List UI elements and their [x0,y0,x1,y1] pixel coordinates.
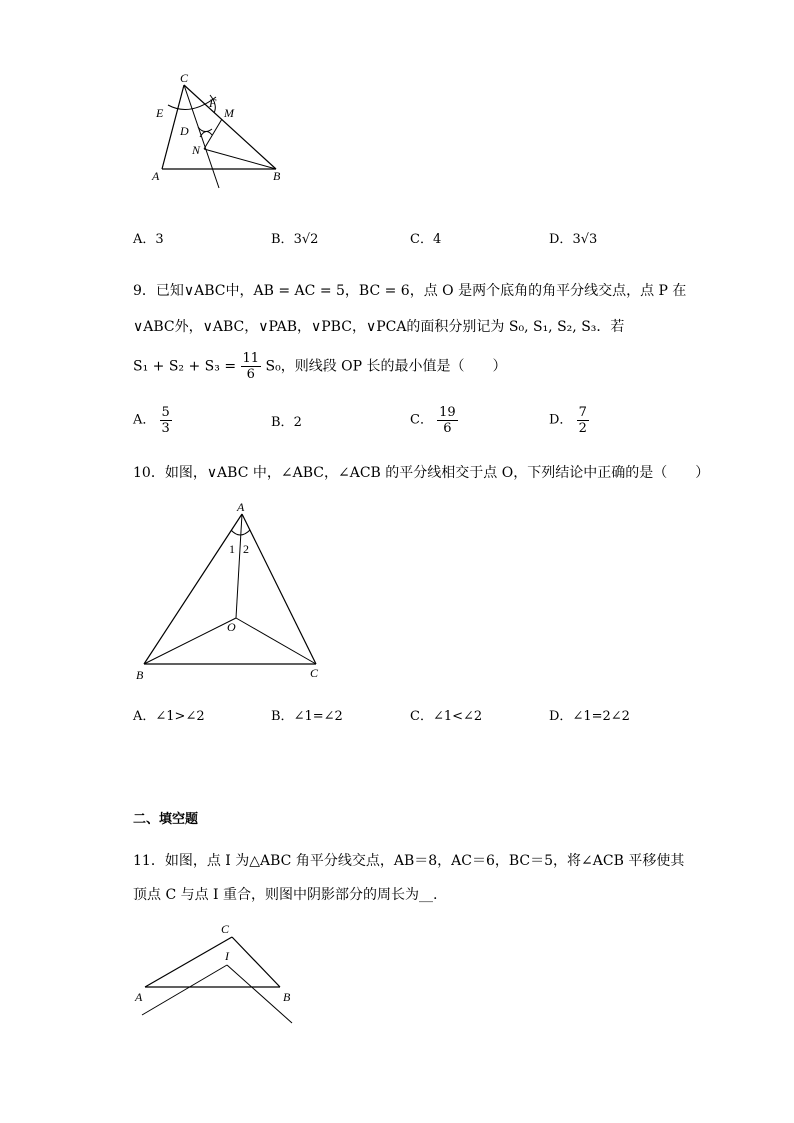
q11-label-a: A [135,990,143,1004]
q8-label-b: B [273,169,281,183]
q9-equation-left: S₁ + S₂ + S₃ = [133,358,237,375]
q8-option-c[interactable]: C．4 [410,232,442,247]
q8-label-e: E [156,106,164,120]
q8-label-f: F [209,96,217,110]
q10-figure [130,500,330,685]
q9-option-a[interactable]: A． $\frac{5}{3}$ [133,405,170,436]
q10-diagram [130,500,330,685]
q8-option-b[interactable]: B．3√2 [271,232,319,247]
q9-line2: ∨ABC外，∨ABC，∨PAB，∨PBC，∨PCA的面积分别记为 S₀, S₁, S₂, S₃．若 [133,319,625,335]
q11-figure [130,915,305,1030]
q10-label-2: 2 [243,542,249,556]
q9-option-c[interactable]: C． $\frac{19}{6}$ [410,405,456,436]
section-title-fill-in: 二、填空题 [133,812,199,827]
q9-equation-right: S₀，则线段 OP 长的最小值是（ ） [265,358,507,375]
q9-fraction: $\frac{11}{6}$ [242,351,260,382]
q9-option-b[interactable]: B．2 [271,415,302,430]
q11-line1: 11．如图，点 I 为△ABC 角平分线交点，AB＝8，AC＝6，BC＝5，将∠ACB 平移使其 [133,853,685,869]
q8-label-a: A [152,169,160,183]
q8-label-m: M [224,106,234,120]
q11-line2: 顶点 C 与点 I 重合，则图中阴影部分的周长为__. [133,887,438,903]
q10-option-d[interactable]: D．∠1=2∠2 [549,709,630,724]
q10-label-o: O [227,620,236,634]
q10-option-a[interactable]: A．∠1>∠2 [133,709,205,724]
q10-label-1: 1 [229,542,235,556]
q8-figure [140,65,300,190]
q10-text: 10．如图，∨ABC 中，∠ABC，∠ACB 的平分线相交于点 O，下列结论中正确的是（ ） [133,465,710,481]
q10-label-b: B [136,668,144,682]
q9-option-d[interactable]: D． $\frac{7}{2}$ [549,405,587,436]
q8-diagram [140,65,300,190]
q8-option-d[interactable]: D．3√3 [549,232,598,247]
q10-option-c[interactable]: C．∠1<∠2 [410,709,483,724]
q9-line1: 9．已知∨ABC中，AB = AC = 5，BC = 6，点 O 是两个底角的角平分线交点，点 P 在 [133,283,687,299]
q11-label-c: C [221,922,230,936]
q11-label-i: I [225,949,229,963]
q9-line3 [133,351,507,382]
q10-option-b[interactable]: B．∠1=∠2 [271,709,343,724]
q8-label-n: N [192,143,201,157]
q8-label-d: D [180,124,189,138]
q10-label-a: A [237,500,245,514]
q8-option-a[interactable]: A．3 [133,232,164,247]
q8-label-c: C [180,71,189,85]
q10-label-c: C [310,666,319,680]
q11-label-b: B [283,990,291,1004]
q11-diagram [130,915,305,1030]
